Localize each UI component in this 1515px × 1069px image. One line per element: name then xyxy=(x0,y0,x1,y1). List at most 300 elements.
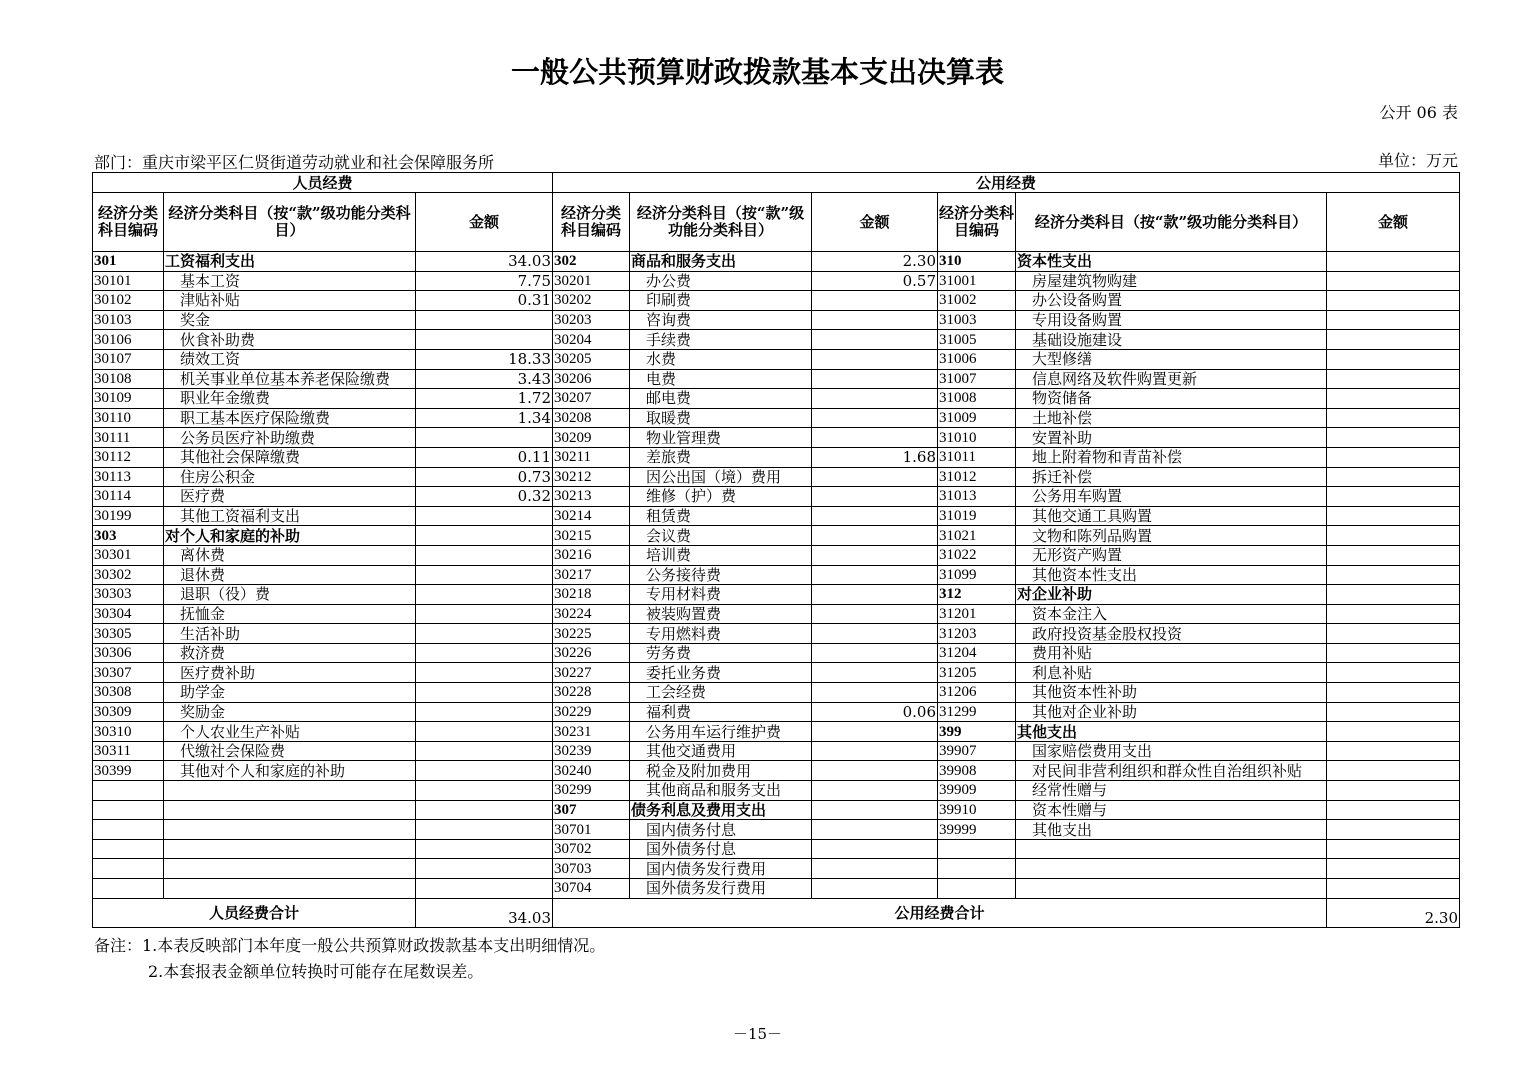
amount-cell: 3.43 xyxy=(416,369,553,389)
table-row xyxy=(93,252,1460,272)
amount-cell xyxy=(416,330,553,350)
table-row xyxy=(93,761,1460,781)
subject-cell: 公务员医疗补助缴费 xyxy=(164,428,416,448)
code-cell: 30310 xyxy=(93,722,164,742)
amount-cell xyxy=(812,663,938,683)
code-cell: 31019 xyxy=(938,506,1016,526)
amount-cell xyxy=(1327,663,1460,683)
code-cell: 30299 xyxy=(553,781,630,801)
code-cell: 30212 xyxy=(553,467,630,487)
subject-cell: 国外债务付息 xyxy=(630,839,812,859)
subject-cell: 生活补助 xyxy=(164,624,416,644)
table-row xyxy=(93,643,1460,663)
code-cell: 30111 xyxy=(93,428,164,448)
amount-cell xyxy=(812,624,938,644)
department-label: 部门：重庆市梁平区仁贤街道劳动就业和社会保障服务所 xyxy=(94,153,495,172)
code-cell: 30225 xyxy=(553,624,630,644)
amount-cell xyxy=(812,585,938,605)
table-row xyxy=(93,487,1460,507)
amount-cell: 0.32 xyxy=(416,487,553,507)
code-cell: 39909 xyxy=(938,781,1016,801)
code-cell: 31205 xyxy=(938,663,1016,683)
amount-cell: 0.73 xyxy=(416,467,553,487)
table-row xyxy=(93,683,1460,703)
amount-cell xyxy=(812,800,938,820)
table-row xyxy=(93,389,1460,409)
subject-cell: 水费 xyxy=(630,349,812,369)
amount-cell xyxy=(416,526,553,546)
amount-cell xyxy=(416,879,553,899)
amount-cell xyxy=(1327,369,1460,389)
header-code: 经济分类科目编码 xyxy=(553,193,630,252)
code-cell: 39907 xyxy=(938,741,1016,761)
amount-cell xyxy=(1327,624,1460,644)
code-cell: 30307 xyxy=(93,663,164,683)
code-cell: 31203 xyxy=(938,624,1016,644)
table-row xyxy=(93,310,1460,330)
table-row xyxy=(93,467,1460,487)
subject-cell xyxy=(164,879,416,899)
form-number: 公开 06 表 xyxy=(1379,103,1458,122)
subject-cell: 对个人和家庭的补助 xyxy=(164,526,416,546)
amount-cell xyxy=(1327,585,1460,605)
subject-cell xyxy=(164,800,416,820)
subject-cell: 退职（役）费 xyxy=(164,585,416,605)
amount-cell: 0.31 xyxy=(416,291,553,311)
code-cell: 30208 xyxy=(553,408,630,428)
amount-cell xyxy=(1327,467,1460,487)
amount-cell xyxy=(1327,820,1460,840)
amount-cell xyxy=(812,369,938,389)
amount-cell: 2.30 xyxy=(812,252,938,272)
header-subject: 经济分类科目（按“款”级功能分类科目） xyxy=(164,193,416,252)
amount-cell xyxy=(1327,506,1460,526)
code-cell: 30108 xyxy=(93,369,164,389)
subject-cell: 专用燃料费 xyxy=(630,624,812,644)
amount-cell xyxy=(1327,271,1460,291)
unit-label: 单位：万元 xyxy=(1377,151,1458,170)
table-row xyxy=(93,271,1460,291)
amount-cell xyxy=(1327,565,1460,585)
amount-cell xyxy=(416,683,553,703)
subject-cell: 医疗费 xyxy=(164,487,416,507)
personnel-total-label: 人员经费合计 xyxy=(93,898,416,927)
code-cell: 30311 xyxy=(93,741,164,761)
code-cell: 307 xyxy=(553,800,630,820)
subject-cell: 福利费 xyxy=(630,702,812,722)
amount-cell xyxy=(812,741,938,761)
subject-cell: 物业管理费 xyxy=(630,428,812,448)
amount-cell xyxy=(416,839,553,859)
subject-cell: 资本金注入 xyxy=(1016,604,1327,624)
code-cell: 39910 xyxy=(938,800,1016,820)
code-cell: 31009 xyxy=(938,408,1016,428)
code-cell: 30301 xyxy=(93,545,164,565)
amount-cell: 1.68 xyxy=(812,447,938,467)
subject-cell: 地上附着物和青苗补偿 xyxy=(1016,447,1327,467)
code-cell: 31002 xyxy=(938,291,1016,311)
amount-cell xyxy=(1327,526,1460,546)
table-row xyxy=(93,604,1460,624)
amount-cell xyxy=(812,683,938,703)
code-cell: 30217 xyxy=(553,565,630,585)
subject-cell: 费用补贴 xyxy=(1016,643,1327,663)
code-cell: 31099 xyxy=(938,565,1016,585)
amount-cell xyxy=(416,702,553,722)
section-personnel: 人员经费 xyxy=(93,173,553,193)
code-cell: 31013 xyxy=(938,487,1016,507)
subject-cell: 国内债务发行费用 xyxy=(630,859,812,879)
subject-cell: 其他交通工具购置 xyxy=(1016,506,1327,526)
code-cell: 303 xyxy=(93,526,164,546)
subject-cell: 其他对个人和家庭的补助 xyxy=(164,761,416,781)
public-total-label: 公用经费合计 xyxy=(553,898,1327,927)
subject-cell: 国外债务发行费用 xyxy=(630,879,812,899)
table-row xyxy=(93,879,1460,899)
amount-cell xyxy=(1327,781,1460,801)
amount-cell xyxy=(1327,859,1460,879)
code-cell: 31299 xyxy=(938,702,1016,722)
amount-cell: 0.11 xyxy=(416,447,553,467)
code-cell: 30231 xyxy=(553,722,630,742)
table-row xyxy=(93,565,1460,585)
code-cell: 30206 xyxy=(553,369,630,389)
code-cell: 30214 xyxy=(553,506,630,526)
note-1: 备注：1.本表反映部门本年度一般公共预算财政拨款基本支出明细情况。 xyxy=(94,936,606,955)
table-row xyxy=(93,428,1460,448)
amount-cell xyxy=(1327,310,1460,330)
amount-cell xyxy=(416,310,553,330)
code-cell: 31003 xyxy=(938,310,1016,330)
amount-cell xyxy=(812,310,938,330)
subject-cell: 政府投资基金股权投资 xyxy=(1016,624,1327,644)
code-cell: 31001 xyxy=(938,271,1016,291)
subject-cell: 维修（护）费 xyxy=(630,487,812,507)
subject-cell: 公务接待费 xyxy=(630,565,812,585)
amount-cell xyxy=(1327,839,1460,859)
code-cell: 30112 xyxy=(93,447,164,467)
subject-cell xyxy=(164,859,416,879)
code-cell xyxy=(93,839,164,859)
subject-cell: 办公费 xyxy=(630,271,812,291)
amount-cell: 18.33 xyxy=(416,349,553,369)
subject-cell: 印刷费 xyxy=(630,291,812,311)
expenditure-table xyxy=(92,172,1460,928)
code-cell: 30113 xyxy=(93,467,164,487)
code-cell: 312 xyxy=(938,585,1016,605)
subject-cell: 机关事业单位基本养老保险缴费 xyxy=(164,369,416,389)
amount-cell xyxy=(812,859,938,879)
subject-cell: 绩效工资 xyxy=(164,349,416,369)
amount-cell xyxy=(812,389,938,409)
code-cell xyxy=(938,839,1016,859)
subject-cell: 培训费 xyxy=(630,545,812,565)
amount-cell xyxy=(1327,291,1460,311)
subject-cell: 咨询费 xyxy=(630,310,812,330)
subject-cell: 伙食补助费 xyxy=(164,330,416,350)
subject-cell: 奖金 xyxy=(164,310,416,330)
subject-cell: 个人农业生产补贴 xyxy=(164,722,416,742)
note-2: 2.本套报表金额单位转换时可能存在尾数误差。 xyxy=(148,962,484,981)
subject-cell: 拆迁补偿 xyxy=(1016,467,1327,487)
amount-cell xyxy=(812,487,938,507)
table-row xyxy=(93,781,1460,801)
code-cell xyxy=(93,859,164,879)
subject-cell xyxy=(164,839,416,859)
code-cell: 30229 xyxy=(553,702,630,722)
table-row xyxy=(93,741,1460,761)
table-body xyxy=(93,252,1460,899)
amount-cell xyxy=(1327,741,1460,761)
subject-cell: 土地补偿 xyxy=(1016,408,1327,428)
amount-cell: 1.34 xyxy=(416,408,553,428)
subject-cell: 其他对企业补助 xyxy=(1016,702,1327,722)
amount-cell xyxy=(1327,428,1460,448)
amount-cell xyxy=(416,643,553,663)
table-row xyxy=(93,369,1460,389)
subject-cell: 经常性赠与 xyxy=(1016,781,1327,801)
subject-cell: 其他支出 xyxy=(1016,820,1327,840)
subject-cell: 国内债务付息 xyxy=(630,820,812,840)
table-row xyxy=(93,506,1460,526)
amount-cell xyxy=(1327,408,1460,428)
amount-cell xyxy=(1327,447,1460,467)
code-cell xyxy=(93,781,164,801)
subject-cell xyxy=(164,781,416,801)
header-amount: 金额 xyxy=(416,193,553,252)
code-cell: 31206 xyxy=(938,683,1016,703)
code-cell: 30224 xyxy=(553,604,630,624)
amount-cell xyxy=(1327,487,1460,507)
subject-cell xyxy=(1016,839,1327,859)
subject-cell: 其他交通费用 xyxy=(630,741,812,761)
code-cell: 31006 xyxy=(938,349,1016,369)
subject-cell: 奖励金 xyxy=(164,702,416,722)
subject-cell: 离休费 xyxy=(164,545,416,565)
code-cell: 30227 xyxy=(553,663,630,683)
code-cell: 302 xyxy=(553,252,630,272)
code-cell: 30399 xyxy=(93,761,164,781)
code-cell: 399 xyxy=(938,722,1016,742)
code-cell: 31204 xyxy=(938,643,1016,663)
amount-cell xyxy=(416,604,553,624)
amount-cell xyxy=(416,859,553,879)
code-cell: 30201 xyxy=(553,271,630,291)
subject-cell: 其他资本性补助 xyxy=(1016,683,1327,703)
amount-cell xyxy=(1327,879,1460,899)
code-cell xyxy=(93,820,164,840)
subject-cell: 债务利息及费用支出 xyxy=(630,800,812,820)
amount-cell xyxy=(1327,761,1460,781)
amount-cell: 7.75 xyxy=(416,271,553,291)
code-cell: 30209 xyxy=(553,428,630,448)
subject-cell: 会议费 xyxy=(630,526,812,546)
amount-cell xyxy=(416,565,553,585)
table-row xyxy=(93,702,1460,722)
code-cell: 31010 xyxy=(938,428,1016,448)
amount-cell xyxy=(1327,702,1460,722)
table-row xyxy=(93,839,1460,859)
code-cell: 30239 xyxy=(553,741,630,761)
personnel-total-amount: 34.03 xyxy=(416,898,553,927)
amount-cell xyxy=(812,467,938,487)
subject-cell: 无形资产购置 xyxy=(1016,545,1327,565)
header-amount: 金额 xyxy=(812,193,938,252)
subject-cell: 其他支出 xyxy=(1016,722,1327,742)
header-code: 经济分类科目编码 xyxy=(93,193,164,252)
table-row xyxy=(93,585,1460,605)
code-cell: 30703 xyxy=(553,859,630,879)
table-row xyxy=(93,859,1460,879)
subject-cell: 信息网络及软件购置更新 xyxy=(1016,369,1327,389)
subject-cell: 电费 xyxy=(630,369,812,389)
amount-cell xyxy=(416,761,553,781)
header-amount: 金额 xyxy=(1327,193,1460,252)
amount-cell xyxy=(812,643,938,663)
code-cell: 30216 xyxy=(553,545,630,565)
code-cell: 30106 xyxy=(93,330,164,350)
code-cell: 30205 xyxy=(553,349,630,369)
amount-cell: 0.06 xyxy=(812,702,938,722)
subject-cell: 资本性支出 xyxy=(1016,252,1327,272)
code-cell: 30304 xyxy=(93,604,164,624)
amount-cell: 0.57 xyxy=(812,271,938,291)
code-cell: 30207 xyxy=(553,389,630,409)
subject-cell: 物资储备 xyxy=(1016,389,1327,409)
code-cell: 31007 xyxy=(938,369,1016,389)
code-cell: 31011 xyxy=(938,447,1016,467)
code-cell: 30240 xyxy=(553,761,630,781)
amount-cell xyxy=(812,839,938,859)
header-subject: 经济分类科目（按“款”级功能分类科目） xyxy=(630,193,812,252)
code-cell: 30211 xyxy=(553,447,630,467)
subject-cell: 取暖费 xyxy=(630,408,812,428)
subject-cell: 委托业务费 xyxy=(630,663,812,683)
code-cell: 31022 xyxy=(938,545,1016,565)
subject-cell: 津贴补贴 xyxy=(164,291,416,311)
subject-cell: 其他社会保障缴费 xyxy=(164,447,416,467)
code-cell: 30302 xyxy=(93,565,164,585)
subject-cell: 代缴社会保险费 xyxy=(164,741,416,761)
amount-cell xyxy=(812,565,938,585)
code-cell: 301 xyxy=(93,252,164,272)
amount-cell xyxy=(1327,349,1460,369)
amount-cell xyxy=(812,349,938,369)
code-cell: 30215 xyxy=(553,526,630,546)
code-cell: 30101 xyxy=(93,271,164,291)
amount-cell xyxy=(812,526,938,546)
amount-cell xyxy=(416,545,553,565)
code-cell: 31021 xyxy=(938,526,1016,546)
public-total-amount: 2.30 xyxy=(1327,898,1460,927)
subject-cell: 商品和服务支出 xyxy=(630,252,812,272)
subject-cell: 公务用车购置 xyxy=(1016,487,1327,507)
code-cell: 30702 xyxy=(553,839,630,859)
subject-cell: 手续费 xyxy=(630,330,812,350)
subject-cell: 差旅费 xyxy=(630,447,812,467)
page-number: －15－ xyxy=(732,1025,783,1043)
table-row xyxy=(93,291,1460,311)
subject-cell: 退休费 xyxy=(164,565,416,585)
subject-cell xyxy=(1016,879,1327,899)
subject-cell: 对民间非营利组织和群众性自治组织补贴 xyxy=(1016,761,1327,781)
amount-cell xyxy=(416,722,553,742)
subject-cell: 专用材料费 xyxy=(630,585,812,605)
subject-cell: 因公出国（境）费用 xyxy=(630,467,812,487)
subject-cell: 其他资本性支出 xyxy=(1016,565,1327,585)
amount-cell xyxy=(1327,643,1460,663)
code-cell: 30701 xyxy=(553,820,630,840)
subject-cell: 救济费 xyxy=(164,643,416,663)
amount-cell xyxy=(1327,800,1460,820)
subject-cell: 国家赔偿费用支出 xyxy=(1016,741,1327,761)
table-row xyxy=(93,624,1460,644)
code-cell: 310 xyxy=(938,252,1016,272)
amount-cell xyxy=(416,585,553,605)
subject-cell: 助学金 xyxy=(164,683,416,703)
amount-cell xyxy=(1327,604,1460,624)
code-cell xyxy=(93,879,164,899)
amount-cell xyxy=(812,604,938,624)
subject-cell: 利息补贴 xyxy=(1016,663,1327,683)
code-cell: 30199 xyxy=(93,506,164,526)
code-cell: 31201 xyxy=(938,604,1016,624)
amount-cell: 1.72 xyxy=(416,389,553,409)
code-cell: 30228 xyxy=(553,683,630,703)
code-cell: 30226 xyxy=(553,643,630,663)
code-cell: 30103 xyxy=(93,310,164,330)
code-cell: 30305 xyxy=(93,624,164,644)
amount-cell xyxy=(812,428,938,448)
subject-cell: 其他工资福利支出 xyxy=(164,506,416,526)
subject-cell: 邮电费 xyxy=(630,389,812,409)
table-row xyxy=(93,722,1460,742)
amount-cell xyxy=(812,408,938,428)
amount-cell xyxy=(416,781,553,801)
table-row xyxy=(93,526,1460,546)
table-row xyxy=(93,820,1460,840)
subject-cell: 安置补助 xyxy=(1016,428,1327,448)
code-cell: 30204 xyxy=(553,330,630,350)
code-cell: 30309 xyxy=(93,702,164,722)
amount-cell xyxy=(812,781,938,801)
subject-cell: 专用设备购置 xyxy=(1016,310,1327,330)
table-row xyxy=(93,800,1460,820)
amount-cell xyxy=(812,820,938,840)
table-row xyxy=(93,330,1460,350)
amount-cell: 34.03 xyxy=(416,252,553,272)
subject-cell: 基础设施建设 xyxy=(1016,330,1327,350)
header-subject: 经济分类科目（按“款”级功能分类科目） xyxy=(1016,193,1327,252)
header-code: 经济分类科目编码 xyxy=(938,193,1016,252)
code-cell: 39908 xyxy=(938,761,1016,781)
code-cell: 31008 xyxy=(938,389,1016,409)
table-row xyxy=(93,663,1460,683)
subject-cell: 办公设备购置 xyxy=(1016,291,1327,311)
subject-cell: 抚恤金 xyxy=(164,604,416,624)
code-cell: 39999 xyxy=(938,820,1016,840)
amount-cell xyxy=(416,800,553,820)
code-cell: 31012 xyxy=(938,467,1016,487)
code-cell: 30308 xyxy=(93,683,164,703)
subject-cell: 大型修缮 xyxy=(1016,349,1327,369)
code-cell: 30114 xyxy=(93,487,164,507)
code-cell: 30218 xyxy=(553,585,630,605)
code-cell xyxy=(938,859,1016,879)
table-row xyxy=(93,545,1460,565)
code-cell: 30203 xyxy=(553,310,630,330)
code-cell: 30107 xyxy=(93,349,164,369)
